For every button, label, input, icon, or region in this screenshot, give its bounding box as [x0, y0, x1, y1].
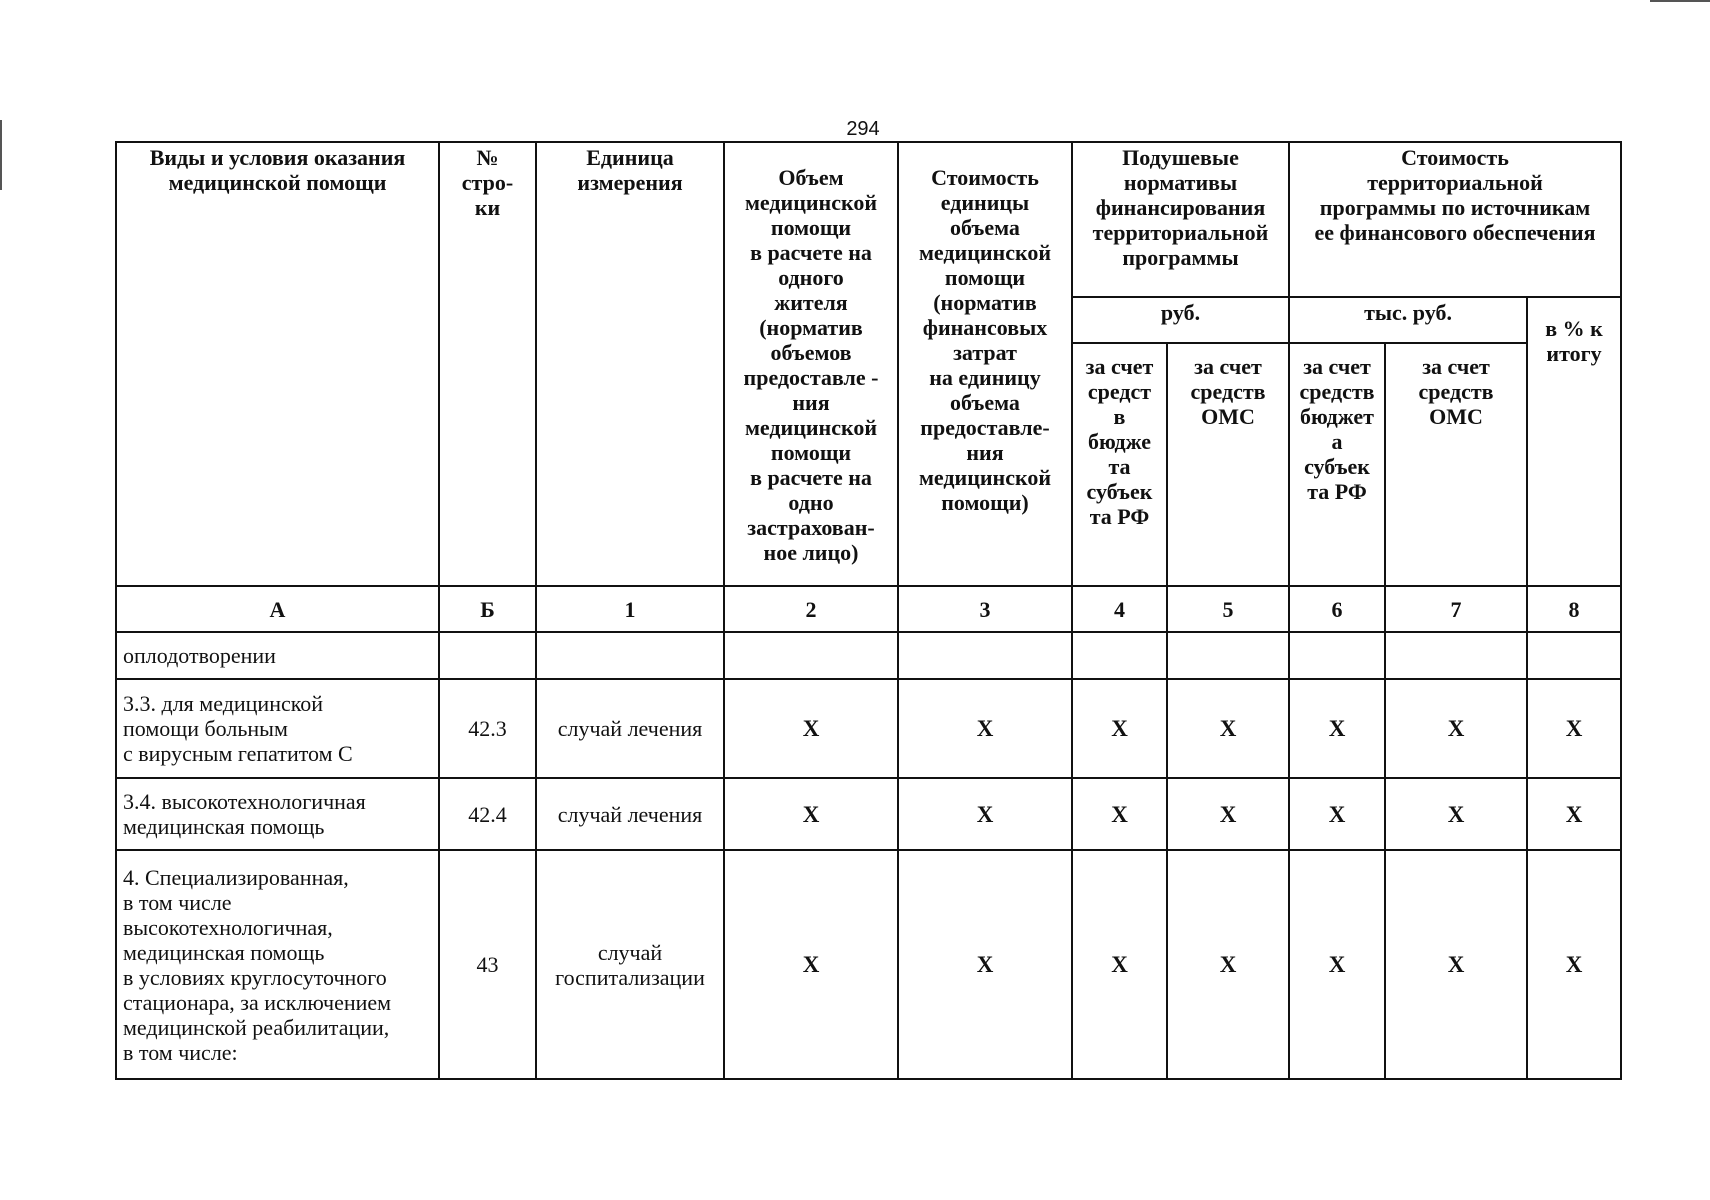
row-unit: [536, 632, 724, 679]
row-cell: X: [1527, 778, 1621, 850]
row-cell: X: [1289, 850, 1385, 1079]
header-volume: Объем медицинской помощи в расчете на одного жителя (норматив объемов предоставле - ния медицинской помощи в расчете на одно застрахован- ное лицо): [724, 142, 898, 586]
row-name: 3.4. высокотехнологичная медицинская помощь: [116, 778, 439, 850]
row-cell: [1072, 632, 1167, 679]
row-cell: X: [724, 679, 898, 778]
column-number: А: [116, 586, 439, 632]
row-cell: X: [898, 679, 1072, 778]
row-cell: X: [1167, 850, 1289, 1079]
header-program-cost-group: Стоимость территориальной программы по источникам ее финансового обеспечения: [1289, 142, 1621, 297]
row-cell: X: [724, 850, 898, 1079]
header-percent-of-total: в % к итогу: [1527, 297, 1621, 586]
header-unit: Единица измерения: [536, 142, 724, 586]
row-cell: X: [1072, 778, 1167, 850]
scan-edge-mark: [1650, 0, 1710, 2]
row-cell: [1527, 632, 1621, 679]
row-cell: X: [1289, 778, 1385, 850]
row-cell: [724, 632, 898, 679]
row-line-number: 42.3: [439, 679, 536, 778]
table-row: [116, 632, 1621, 679]
row-cell: [1289, 632, 1385, 679]
header-line-number: № стро- ки: [439, 142, 536, 586]
row-cell: X: [898, 778, 1072, 850]
row-cell: X: [724, 778, 898, 850]
column-number: 7: [1385, 586, 1527, 632]
row-cell: [1385, 632, 1527, 679]
row-cell: X: [1385, 850, 1527, 1079]
column-numbers-row: [116, 586, 1621, 632]
row-cell: [1167, 632, 1289, 679]
row-cell: [898, 632, 1072, 679]
row-cell: X: [1385, 679, 1527, 778]
row-unit: случай лечения: [536, 679, 724, 778]
column-number: 6: [1289, 586, 1385, 632]
header-cost-budget: за счет средств бюджет а субъек та РФ: [1289, 343, 1385, 586]
row-unit: случай лечения: [536, 778, 724, 850]
row-line-number: 42.4: [439, 778, 536, 850]
table-row: [116, 850, 1621, 1079]
column-number: 1: [536, 586, 724, 632]
row-name: оплодотворении: [116, 632, 439, 679]
header-per-capita-oms: за счет средств ОМС: [1167, 343, 1289, 586]
row-cell: X: [898, 850, 1072, 1079]
row-cell: X: [1385, 778, 1527, 850]
column-number: 5: [1167, 586, 1289, 632]
header-unit-rub: руб.: [1072, 297, 1289, 343]
row-line-number: [439, 632, 536, 679]
row-cell: X: [1527, 679, 1621, 778]
header-service-type: Виды и условия оказания медицинской помощи: [116, 142, 439, 586]
row-cell: X: [1072, 679, 1167, 778]
page-number: 294: [846, 118, 880, 140]
row-cell: X: [1167, 679, 1289, 778]
row-cell: X: [1167, 778, 1289, 850]
row-unit: случай госпитализации: [536, 850, 724, 1079]
table-row: [116, 778, 1621, 850]
header-unit-thousand-rub: тыс. руб.: [1289, 297, 1527, 343]
row-line-number: 43: [439, 850, 536, 1079]
header-unit-cost: Стоимость единицы объема медицинской помощи (норматив финансовых затрат на единицу объема предоставле- ния медицинской помощи): [898, 142, 1072, 586]
column-number: 4: [1072, 586, 1167, 632]
row-name: 4. Специализированная, в том числе высокотехнологичная, медицинская помощь в условиях круглосуточного стационара, за исключением медицинской реабилитации, в том числе:: [116, 850, 439, 1079]
row-cell: X: [1072, 850, 1167, 1079]
row-name: 3.3. для медицинской помощи больным с вирусным гепатитом С: [116, 679, 439, 778]
header-row-1: [116, 142, 1621, 297]
column-number: Б: [439, 586, 536, 632]
row-cell: X: [1289, 679, 1385, 778]
column-number: 8: [1527, 586, 1621, 632]
header-per-capita-group: Подушевые нормативы финансирования территориальной программы: [1072, 142, 1289, 297]
column-number: 2: [724, 586, 898, 632]
table-row: [116, 679, 1621, 778]
column-number: 3: [898, 586, 1072, 632]
financing-table: [115, 141, 1622, 1080]
header-cost-oms: за счет средств ОМС: [1385, 343, 1527, 586]
row-cell: X: [1527, 850, 1621, 1079]
header-per-capita-budget: за счет средст в бюдже та субъек та РФ: [1072, 343, 1167, 586]
